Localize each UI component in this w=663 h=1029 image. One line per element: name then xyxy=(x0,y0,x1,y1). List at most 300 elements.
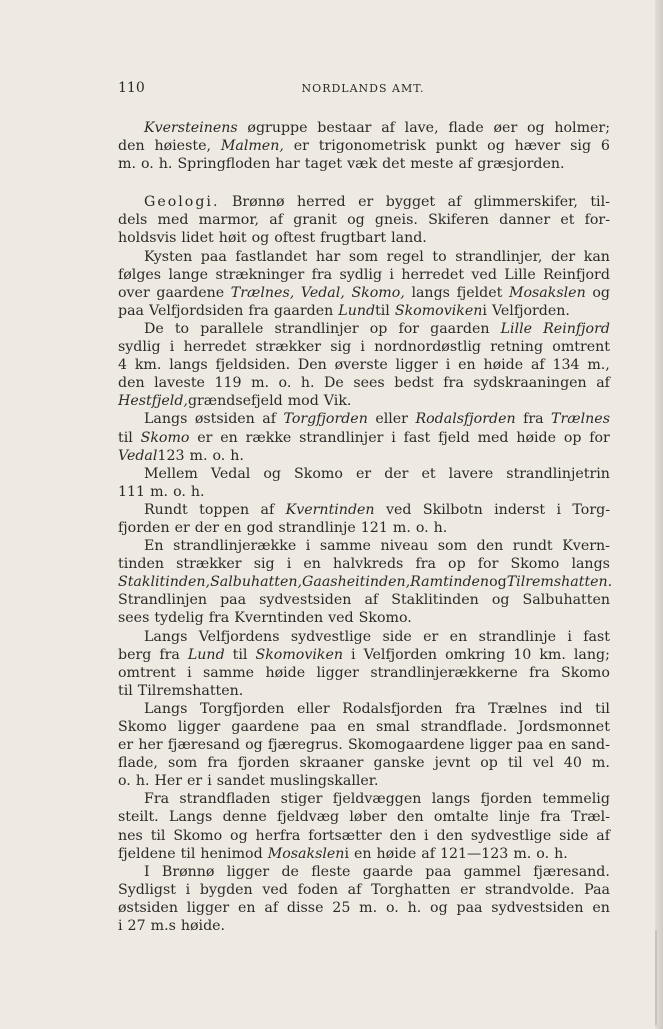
word: en xyxy=(449,628,468,645)
word: høide xyxy=(376,845,417,862)
word: omtalte xyxy=(433,809,489,826)
word: o. xyxy=(212,447,226,464)
word: 6 xyxy=(600,138,610,155)
word: sydskraaningen xyxy=(473,375,587,392)
word: Paa xyxy=(584,881,610,898)
word: h. xyxy=(554,845,568,862)
word: sees xyxy=(118,610,150,627)
word: bygden xyxy=(199,881,253,898)
word: øer xyxy=(493,120,518,136)
word: østsiden xyxy=(118,899,178,916)
word: h. xyxy=(407,899,422,916)
word: fjorden xyxy=(237,755,290,772)
word: følges xyxy=(118,266,162,283)
word: m. xyxy=(359,899,378,916)
text-line xyxy=(118,465,610,483)
word: ganske xyxy=(373,755,425,772)
word: til xyxy=(118,429,133,446)
italic-word: Torgfjorden xyxy=(283,411,368,428)
word: for xyxy=(589,429,610,446)
paragraph xyxy=(118,248,610,320)
word: ved xyxy=(328,610,354,627)
word: paa xyxy=(200,248,227,265)
word: ligger xyxy=(395,357,438,374)
word: er xyxy=(197,429,213,446)
word: fortsætter xyxy=(308,827,382,844)
word: paa xyxy=(425,863,452,880)
word: langs xyxy=(411,284,450,301)
word: h. xyxy=(135,773,150,790)
word: km. xyxy=(134,357,162,374)
word: o. xyxy=(385,899,399,916)
word: meste xyxy=(410,156,454,173)
word: høieste, xyxy=(154,138,211,155)
word: m. xyxy=(118,156,136,173)
word: langs xyxy=(431,791,471,808)
word: væk xyxy=(347,156,378,173)
word: i xyxy=(185,881,191,898)
word: Her xyxy=(154,773,183,790)
word: Brønnø xyxy=(161,863,215,880)
italic-word: Reinfjord xyxy=(543,320,610,337)
word: fjæresand xyxy=(167,737,240,754)
word: smal xyxy=(375,719,410,735)
word: Langs xyxy=(144,411,188,428)
italic-word: Mosakslen xyxy=(267,845,345,862)
word: gneis. xyxy=(374,212,418,229)
word: toppen xyxy=(199,501,250,518)
word: sydvestlige xyxy=(290,628,372,645)
word: nordnordøstlig xyxy=(374,339,481,356)
word: fra xyxy=(207,755,228,772)
word: og xyxy=(347,212,365,229)
word: Den xyxy=(297,357,327,374)
word: gaarden xyxy=(273,302,334,319)
text-line xyxy=(118,266,610,284)
word: østsiden xyxy=(194,411,255,428)
word: o. xyxy=(140,156,154,173)
word: 4 xyxy=(118,357,128,374)
word: eller xyxy=(297,700,330,717)
word: strandlinjer xyxy=(299,429,384,446)
word: Skiferen xyxy=(428,212,489,229)
word: strandlinje xyxy=(278,519,356,536)
text-line xyxy=(118,392,610,410)
word: h. xyxy=(190,483,205,500)
word: o. xyxy=(173,483,186,500)
word: fjæresand. xyxy=(533,863,610,880)
word: Velfjordsiden xyxy=(149,302,244,319)
word: Vedal xyxy=(210,465,251,482)
word: sand- xyxy=(571,737,610,754)
word: Trælnes xyxy=(488,700,548,717)
word: af xyxy=(458,156,473,173)
word: dels xyxy=(118,212,148,229)
word: fast xyxy=(403,429,431,446)
italic-word: Kversteinens xyxy=(144,120,238,136)
word: fjæregrus. xyxy=(267,737,343,754)
word: sydlig xyxy=(118,339,161,356)
word: fjeldvæggen xyxy=(332,791,422,808)
word: Lille xyxy=(504,266,536,283)
page-number: 110 xyxy=(118,80,145,96)
word: er xyxy=(174,519,190,536)
word: gaarde xyxy=(362,863,414,880)
word: herredet xyxy=(183,339,247,356)
word: berg xyxy=(118,646,152,663)
page-header xyxy=(118,80,608,100)
word: for- xyxy=(584,212,610,229)
word: to xyxy=(432,248,447,265)
word: Brønnø xyxy=(231,194,285,211)
word: o. xyxy=(536,845,550,862)
word: Reinfjord xyxy=(543,266,610,283)
word: fjeldene xyxy=(118,845,176,862)
word: Mellem xyxy=(144,465,198,482)
text-line xyxy=(118,808,610,826)
text-line xyxy=(118,193,610,211)
word: Skomogaardene xyxy=(347,737,465,754)
text-line xyxy=(118,682,610,700)
word: i xyxy=(351,646,356,663)
word: som xyxy=(167,755,198,772)
word: den xyxy=(436,827,464,844)
italic-word: Mosakslen xyxy=(508,284,586,301)
word: Strandlinjen xyxy=(118,592,208,609)
word: paa xyxy=(517,737,544,754)
text-line xyxy=(118,772,610,790)
word: der xyxy=(194,519,220,536)
italic-word: Skomoviken xyxy=(255,646,344,663)
word: Kysten xyxy=(144,248,193,265)
word: fleste xyxy=(311,863,351,880)
word: langs xyxy=(571,556,610,573)
word: Springfloden xyxy=(177,156,271,173)
word: fjeld xyxy=(438,429,470,446)
word: Tilremshatten. xyxy=(137,682,244,699)
word: i xyxy=(445,357,451,374)
word: i xyxy=(360,339,365,356)
word: her xyxy=(138,737,163,754)
word: retning xyxy=(490,339,544,356)
text-line xyxy=(118,736,610,754)
text-line xyxy=(118,573,613,591)
word: en xyxy=(238,899,256,916)
word: gammel xyxy=(463,863,521,880)
text-line xyxy=(118,248,610,266)
text-line xyxy=(118,501,610,519)
paragraph xyxy=(118,465,610,501)
word: regel xyxy=(386,248,424,265)
word: med xyxy=(477,429,509,446)
word: fra xyxy=(529,664,550,681)
word: i xyxy=(344,845,349,862)
word: lavere xyxy=(448,465,494,482)
italic-word: Vedal xyxy=(118,447,158,464)
word: h. xyxy=(300,375,315,392)
word: god xyxy=(246,519,274,536)
word: strandlinjer, xyxy=(455,248,543,265)
word: Velfjordens xyxy=(198,628,280,645)
word: km. xyxy=(539,646,566,663)
word: der xyxy=(550,248,576,265)
italic-word: Gaasheitinden, xyxy=(302,574,411,591)
word: over xyxy=(118,284,150,301)
word: sig xyxy=(253,556,275,573)
body-text xyxy=(118,119,613,935)
word: strandlinjetrin xyxy=(506,465,610,482)
italic-word: Malmen, xyxy=(220,138,284,155)
word: Træl- xyxy=(571,809,610,826)
word: ind xyxy=(559,700,583,717)
word: den xyxy=(476,538,504,555)
word: samme xyxy=(319,538,371,555)
italic-word: Salbuhatten, xyxy=(210,574,303,591)
word: i xyxy=(169,339,175,356)
word: omtrent xyxy=(118,664,176,681)
word: bestaar xyxy=(317,120,372,136)
word: m. xyxy=(392,519,411,536)
word: h. xyxy=(433,519,448,536)
word: oftest xyxy=(274,230,316,247)
text-line xyxy=(118,754,610,772)
word: foden xyxy=(297,881,338,898)
word: sydlig xyxy=(339,266,383,283)
word: Vik. xyxy=(323,393,352,410)
word: og xyxy=(430,899,448,916)
word: har xyxy=(275,156,300,173)
word: den xyxy=(118,138,145,155)
word: strandlinjerækkerne xyxy=(370,664,518,681)
word: af xyxy=(260,501,275,518)
word: i xyxy=(424,827,429,844)
word: er xyxy=(293,138,309,155)
word: Langs xyxy=(144,628,188,645)
text-line xyxy=(118,718,610,736)
word: af xyxy=(264,899,279,916)
text-line xyxy=(118,447,610,465)
word: m., xyxy=(587,357,610,374)
word: strandfladen xyxy=(179,791,271,808)
word: 123 xyxy=(157,447,185,464)
word: holdsvis xyxy=(118,230,177,247)
word: og xyxy=(592,284,610,301)
word: fra xyxy=(159,646,180,663)
word: strækninger xyxy=(215,266,305,283)
italic-word: Ramtinden xyxy=(410,574,490,591)
word: Skilbotn xyxy=(422,501,483,518)
word: en xyxy=(592,899,610,916)
word: bedst xyxy=(394,375,434,392)
word: øverste xyxy=(334,357,388,374)
word: af xyxy=(447,194,462,211)
word: Salbuhatten xyxy=(522,592,610,609)
word: sydvestlige xyxy=(470,827,552,844)
text-line xyxy=(118,863,610,881)
paragraph xyxy=(118,700,610,790)
word: er xyxy=(358,194,374,211)
word: i xyxy=(556,501,562,518)
text-line xyxy=(118,356,610,374)
word: 111 xyxy=(118,483,146,500)
text-line xyxy=(118,119,610,137)
word: for xyxy=(477,556,499,573)
word: De xyxy=(324,375,344,392)
word: til xyxy=(375,302,390,319)
word: i xyxy=(567,628,572,645)
word: og xyxy=(487,138,505,155)
word: og xyxy=(230,827,248,844)
word: høide xyxy=(265,664,306,681)
word: strandlinjerække xyxy=(173,538,297,555)
text-line xyxy=(118,827,610,845)
paragraph xyxy=(118,537,613,627)
word: niveau xyxy=(380,538,429,555)
word: frugtbart xyxy=(320,230,387,247)
word: fjorden xyxy=(118,519,170,536)
word: Skomo xyxy=(561,664,610,681)
word: kan xyxy=(583,248,610,265)
page-edge-mark xyxy=(655,930,657,1025)
word: Skomo xyxy=(510,556,560,573)
text-line xyxy=(118,137,610,155)
word: 27 xyxy=(127,918,146,935)
italic-word: Tilremshatten. xyxy=(506,574,613,591)
word: samme xyxy=(203,664,255,681)
word: 10 xyxy=(513,646,532,663)
text-line xyxy=(118,609,610,627)
word: Skomo xyxy=(118,719,167,735)
text-line xyxy=(118,284,610,302)
text-line xyxy=(118,483,610,501)
word: af xyxy=(596,375,610,392)
word: Velfjorden. xyxy=(491,302,570,319)
word: halvkreds xyxy=(333,556,404,573)
word: strandlinje xyxy=(478,628,557,645)
word: omtrent xyxy=(552,339,610,356)
word: Skomo xyxy=(173,827,223,844)
word: danner xyxy=(499,212,551,229)
word: fra xyxy=(523,411,544,428)
text-line xyxy=(118,155,610,173)
word: lave, xyxy=(404,120,439,136)
word: to xyxy=(174,320,190,337)
word: fra xyxy=(443,375,464,392)
text-line xyxy=(118,410,610,428)
word: En xyxy=(144,538,164,555)
text-line xyxy=(118,555,610,573)
word: af xyxy=(262,411,277,428)
word: og xyxy=(526,120,545,136)
section-gap xyxy=(118,173,610,193)
word: en xyxy=(303,556,321,573)
word: er xyxy=(460,881,476,898)
word: det xyxy=(382,156,406,173)
text-line xyxy=(118,338,610,356)
word: som xyxy=(348,248,379,265)
word: af xyxy=(269,212,283,229)
word: Sydligst xyxy=(118,881,176,898)
text-line xyxy=(118,664,610,682)
word: o. xyxy=(118,773,131,790)
word: ved xyxy=(262,881,288,898)
word: fjeldet xyxy=(456,284,503,301)
word: Torghatten xyxy=(371,881,451,898)
word: herred xyxy=(297,194,346,211)
text-line xyxy=(118,374,610,392)
word: flade, xyxy=(118,755,158,772)
italic-word: Skomo xyxy=(140,429,190,446)
italic-word: Staklitinden, xyxy=(118,574,211,591)
word: linje xyxy=(498,809,530,826)
word: o. xyxy=(278,375,292,392)
word: en xyxy=(354,845,372,862)
text-line xyxy=(118,211,610,229)
italic-word: Kverntinden xyxy=(285,501,375,518)
italic-word: Hestfjeld, xyxy=(118,393,188,410)
word: Velfjorden xyxy=(363,646,438,663)
paragraph xyxy=(118,410,610,464)
text-line xyxy=(118,917,610,935)
word: omkring xyxy=(445,646,506,663)
italic-word: Skomo, xyxy=(351,284,405,301)
word: til xyxy=(232,646,248,663)
word: Torgfjorden xyxy=(200,700,285,717)
word: taget xyxy=(304,156,343,173)
word: i xyxy=(305,538,311,555)
text-line xyxy=(118,646,610,664)
word: marmor, xyxy=(198,212,260,229)
word: en xyxy=(347,719,365,735)
italic-word: Lund xyxy=(338,302,376,319)
word: m. xyxy=(150,483,169,500)
word: og xyxy=(263,465,281,482)
word: gaardene xyxy=(231,719,300,735)
page-edge xyxy=(655,0,663,1029)
word: i xyxy=(389,266,394,283)
word: herredet xyxy=(401,266,465,283)
word: op xyxy=(448,556,466,573)
word: langs xyxy=(169,357,208,374)
word: har xyxy=(315,248,341,265)
word: af xyxy=(421,845,435,862)
word: lidet xyxy=(181,230,214,247)
word: og xyxy=(245,737,263,754)
word: ligger xyxy=(177,719,221,735)
word: bygget xyxy=(385,194,436,211)
word: De xyxy=(144,320,164,337)
word: en xyxy=(224,519,242,536)
word: den xyxy=(118,375,145,392)
word: 119 xyxy=(214,375,242,392)
word: Langs xyxy=(168,809,213,826)
running-head: NORDLANDS AMT. xyxy=(301,82,425,95)
word: løber xyxy=(349,809,387,826)
italic-word: Lund xyxy=(187,646,225,663)
paragraph xyxy=(118,320,610,410)
word: flade xyxy=(448,120,484,136)
word: hæver xyxy=(514,138,561,155)
word: de xyxy=(281,863,299,880)
word: der xyxy=(384,465,409,482)
word: grændsefjeld xyxy=(187,393,283,410)
word: lang; xyxy=(573,646,610,663)
word: holmer; xyxy=(554,120,610,136)
word: Skomo. xyxy=(358,610,412,627)
word: steilt. xyxy=(118,809,159,826)
word: side xyxy=(382,628,412,645)
word: rundt xyxy=(512,538,553,555)
